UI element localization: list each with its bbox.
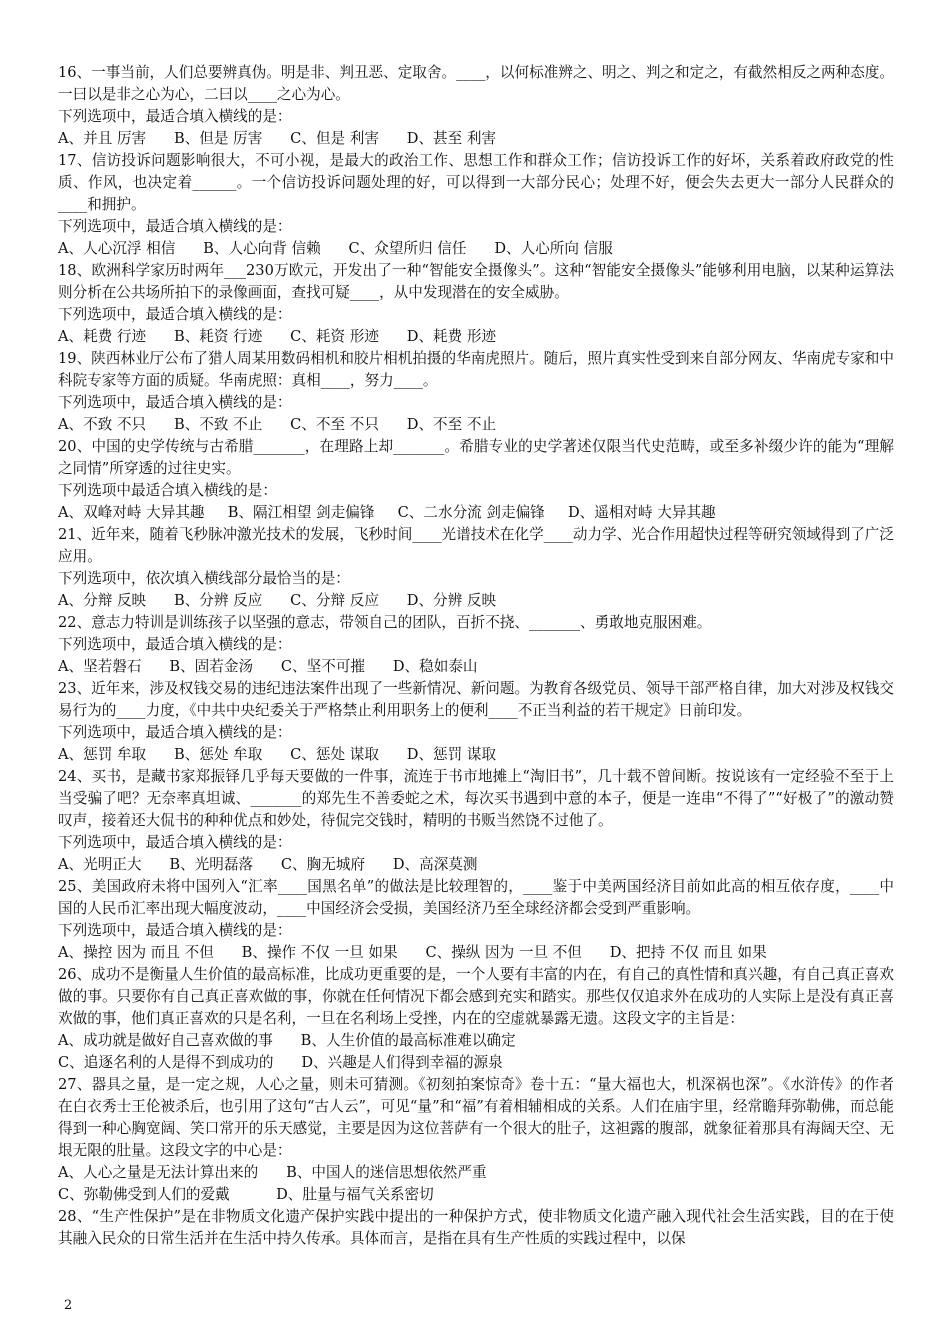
question-block: [58, 612, 894, 678]
question-prompt: 下列选项中，最适合填入横线的是：: [58, 218, 292, 235]
answer-options: A、惩罚 牟取 B、惩处 牟取 C、惩处 谋取 D、惩罚 谋取: [58, 746, 497, 763]
answer-options: A、人心沉浮 相信 B、人心向背 信赖 C、众望所归 信任 D、人心所向 信服: [58, 240, 613, 257]
answer-options: A、分辩 反映 B、分辨 反应 C、分辩 反应 D、分辨 反映: [58, 592, 497, 609]
question-block: [58, 524, 894, 612]
question-block: [58, 436, 894, 524]
question-prompt: 下列选项中，最适合填入横线的是：: [58, 834, 292, 851]
question-prompt: 下列选项中，最适合填入横线的是：: [58, 306, 292, 323]
question-prompt: 下列选项中，最适合填入横线的是：: [58, 724, 292, 741]
question-stem: 18、欧洲科学家历时两年___230万欧元，开发出了一种“智能安全摄像头”。这种“智能安全摄像头”能够利用电脑，以某种运算法则分析在公共场所拍下的录像画面，查找可疑____，从中发现潜在的安全威胁。: [58, 262, 894, 301]
answer-options: A、耗费 行迹 B、耗资 行迹 C、耗资 形迹 D、耗费 形迹: [58, 328, 497, 345]
question-prompt: 下列选项中，依次填入横线部分最恰当的是：: [58, 570, 350, 587]
question-block: [58, 1074, 894, 1206]
question-stem: 19、陕西林业厅公布了猎人周某用数码相机和胶片相机拍摄的华南虎照片。随后，照片真实性受到来自部分网友、华南虎专家和中科院专家等方面的质疑。华南虎照：真相____，努力____。: [58, 350, 894, 389]
question-block: [58, 1206, 894, 1250]
question-prompt: 下列选项中，最适合填入横线的是：: [58, 922, 292, 939]
question-stem: 26、成功不是衡量人生价值的最高标准，比成功更重要的是，一个人要有丰富的内在，有自己的真性情和真兴趣，有自己真正喜欢做的事。只要你有自己真正喜欢做的事，你就在任何情况下都会感到充实和踏实。那些仅仅追求外在成功的人实际上是没有真正喜欢做的事，他们真正喜欢的只是名利，一旦在名利场上受挫，内在的空虚就暴露无遗。这段文字的主旨是：: [58, 966, 894, 1027]
question-stem: 28、“生产性保护”是在非物质文化遗产保护实践中提出的一种保护方式，使非物质文化遗产融入现代社会生活实践，目的在于使其融入民众的日常生活并在生活中持久传承。具体而言，是指在具有生产性质的实践过程中，以保: [58, 1208, 894, 1247]
answer-options: A、坚若磐石 B、固若金汤 C、坚不可摧 D、稳如泰山: [58, 658, 478, 675]
answer-options: A、双峰对峙 大异其趣 B、隔江相望 剑走偏锋 C、二水分流 剑走偏锋 D、遥相对峙 大异其趣: [58, 504, 716, 521]
question-stem: 25、美国政府未将中国列入“汇率____国黑名单”的做法是比较理智的，____鉴于中美两国经济目前如此高的相互依存度，____中国的人民币汇率出现大幅度波动，____中国经济会受损，美国经济乃至全球经济都会受到严重影响。: [58, 878, 894, 917]
answer-options: A、成功就是做好自己喜欢做的事 B、人生价值的最高标准难以确定: [58, 1032, 516, 1049]
answer-options: A、并且 厉害 B、但是 厉害 C、但是 利害 D、甚至 利害: [58, 130, 497, 147]
question-stem: 24、买书，是藏书家郑振铎几乎每天要做的一件事，流连于书市地摊上“淘旧书”，几十载不曾间断。按说该有一定经验不至于上当受骗了吧？无奈率真坦诚、_______的郑先生不善委蛇之术，每次买书遇到中意的本子，便是一连串“不得了”“好极了”的激动赞叹声，接着还大侃书的种种优点和妙处，待侃完交钱时，精明的书贩当然饶不过他了。: [58, 768, 894, 829]
answer-options: C、弥勒佛受到人们的爱戴 D、肚量与福气关系密切: [58, 1186, 434, 1203]
page-number: 2: [64, 1298, 73, 1313]
question-block: [58, 348, 894, 436]
question-block: [58, 150, 894, 260]
answer-options: C、追逐名利的人是得不到成功的 D、兴趣是人们得到幸福的源泉: [58, 1054, 503, 1071]
question-stem: 20、中国的史学传统与古希腊_______，在理路上却_______。希腊专业的史学著述仅限当代史范畴，或至多补缀少许的能为“理解之同情”所穿透的过往史实。: [58, 438, 894, 477]
question-stem: 21、近年来，随着飞秒脉冲激光技术的发展，飞秒时间____光谱技术在化学____动力学、光合作用超快过程等研究领域得到了广泛应用。: [58, 526, 894, 565]
answer-options: A、光明正大 B、光明磊落 C、胸无城府 D、高深莫测: [58, 856, 478, 873]
question-prompt: 下列选项中，最适合填入横线的是：: [58, 108, 292, 125]
question-block: [58, 964, 894, 1074]
question-stem: 22、意志力特训是训练孩子以坚强的意志，带领自己的团队，百折不挠、_______、勇敢地克服困难。: [58, 614, 712, 631]
question-stem: 17、信访投诉问题影响很大，不可小视，是最大的政治工作、思想工作和群众工作；信访投诉工作的好坏，关系着政府政党的性质、作风，也决定着______。一个信访投诉问题处理的好，可以得到一大部分民心；处理不好，便会失去更大一部分人民群众的____和拥护。: [58, 152, 894, 213]
question-block: [58, 260, 894, 348]
question-block: [58, 876, 894, 964]
answer-options: A、人心之量是无法计算出来的 B、中国人的迷信思想依然严重: [58, 1164, 487, 1181]
question-block: [58, 766, 894, 876]
question-prompt: 下列选项中，最适合填入横线的是：: [58, 394, 292, 411]
question-block: [58, 62, 894, 150]
question-stem: 23、近年来，涉及权钱交易的违纪违法案件出现了一些新情况、新问题。为教育各级党员、领导干部严格自律，加大对涉及权钱交易行为的____力度，《中共中央纪委关于严格禁止利用职务上的便利____不正当利益的若干规定》日前印发。: [58, 680, 894, 719]
question-prompt: 下列选项中最适合填入横线的是：: [58, 482, 277, 499]
question-stem: 16、一事当前，人们总要辨真伪。明是非、判丑恶、定取舍。____，以何标准辨之、明之、判之和定之，有截然相反之两种态度。一曰以是非之心为心，二曰以____之心为心。: [58, 64, 894, 103]
answer-options: A、操控 因为 而且 不但 B、操作 不仅 一旦 如果 C、操纵 因为 一旦 不但 D、把持 不仅 而且 如果: [58, 944, 767, 961]
question-stem: 27、器具之量，是一定之规，人心之量，则未可猜测。《初刻拍案惊奇》卷十五：“量大福也大，机深祸也深”。《水浒传》的作者在白衣秀士王伦被杀后，也引用了这句“古人云”，可见“量”和“福”有着相辅相成的关系。人们在庙宇里，经常瞻拜弥勒佛，而总能得到一种心胸宽阔、笑口常开的乐天感觉，主要是因为这位菩萨有一个很大的肚子，这袒露的腹部，就象征着那具有海阔天空、无垠无限的肚量。这段文字的中心是：: [58, 1076, 894, 1159]
document-page: [58, 62, 894, 1250]
answer-options: A、不致 不只 B、不致 不止 C、不至 不只 D、不至 不止: [58, 416, 497, 433]
question-prompt: 下列选项中，最适合填入横线的是：: [58, 636, 292, 653]
question-block: [58, 678, 894, 766]
